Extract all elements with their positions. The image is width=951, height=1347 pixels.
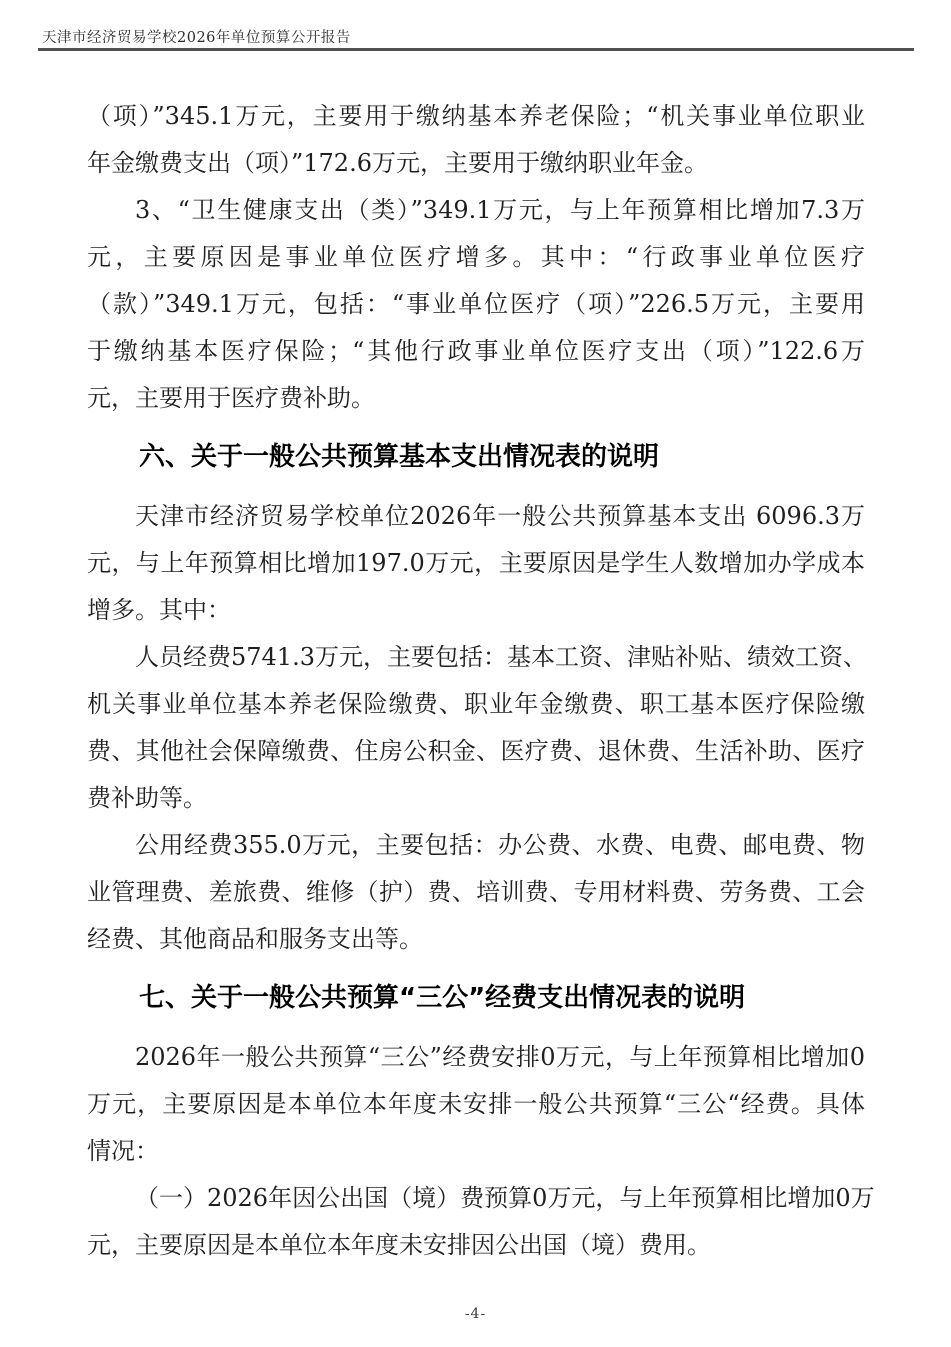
paragraph-line: 元，主要原因是本单位本年度未安排因公出国（境）费用。 [87, 1231, 711, 1259]
section-heading-seven-three-public-funds: 七、关于一般公共预算“三公”经费支出情况表的说明 [139, 983, 746, 1013]
paragraph-line: 公用经费355.0万元，主要包括：办公费、水费、电费、邮电费、物 [135, 831, 865, 859]
paragraph-line: 情况： [87, 1137, 159, 1165]
paragraph-line: 3、“卫生健康支出（类）”349.1万元，与上年预算相比增加7.3万 [135, 196, 865, 224]
paragraph-line: 元，主要用于医疗费补助。 [87, 384, 375, 412]
paragraph-line: 人员经费5741.3万元，主要包括：基本工资、津贴补贴、绩效工资、 [135, 643, 867, 671]
paragraph-line: 机关事业单位基本养老保险缴费、职业年金缴费、职工基本医疗保险缴 [87, 690, 865, 718]
paragraph-basic-expenditure-total [87, 493, 865, 634]
paragraph-line: （款）”349.1万元，包括：“事业单位医疗（项）”226.5万元，主要用 [87, 290, 865, 318]
paragraph-line: 年金缴费支出（项）”172.6万元，主要用于缴纳职业年金。 [87, 149, 708, 177]
paragraph-line: 业管理费、差旅费、维修（护）费、培训费、专用材料费、劳务费、工会 [87, 878, 865, 906]
paragraph-public-funds [87, 822, 865, 963]
paragraph-line: 元，与上年预算相比增加197.0万元，主要原因是学生人数增加办学成本 [87, 549, 865, 577]
page-number: -4- [464, 1306, 487, 1322]
document-body [87, 93, 875, 1269]
paragraph-line: 万元，主要原因是本单位本年度未安排一般公共预算“三公“经费。具体 [87, 1090, 865, 1118]
header-divider-rule [38, 48, 914, 51]
paragraph-three-public-overview [87, 1034, 865, 1175]
paragraph-line: 增多。其中： [87, 596, 231, 624]
paragraph-line: 费补助等。 [87, 784, 207, 812]
paragraph-pension-continuation [87, 93, 865, 187]
paragraph-line: 2026年一般公共预算“三公”经费安排0万元，与上年预算相比增加0 [135, 1043, 865, 1071]
paragraph-line: （一）2026年因公出国（境）费预算0万元，与上年预算相比增加0万 [135, 1184, 875, 1212]
paragraph-line: 天津市经济贸易学校单位2026年一般公共预算基本支出 6096.3万 [135, 502, 865, 530]
paragraph-health-expenditure [87, 187, 865, 422]
paragraph-overseas-travel [87, 1175, 875, 1269]
paragraph-line: 于缴纳基本医疗保险；“其他行政事业单位医疗支出（项）”122.6万 [87, 337, 865, 365]
section-heading-six-basic-expenditure: 六、关于一般公共预算基本支出情况表的说明 [139, 442, 660, 472]
paragraph-line: 元，主要原因是事业单位医疗增多。其中：“行政事业单位医疗 [87, 243, 865, 271]
page-header-title: 天津市经济贸易学校2026年单位预算公开报告 [42, 30, 351, 46]
paragraph-line: 费、其他社会保障缴费、住房公积金、医疗费、退休费、生活补助、医疗 [87, 737, 865, 765]
paragraph-personnel-funds [87, 634, 865, 822]
paragraph-line: （项）”345.1万元，主要用于缴纳基本养老保险；“机关事业单位职业 [87, 102, 865, 130]
paragraph-line: 经费、其他商品和服务支出等。 [87, 925, 423, 953]
